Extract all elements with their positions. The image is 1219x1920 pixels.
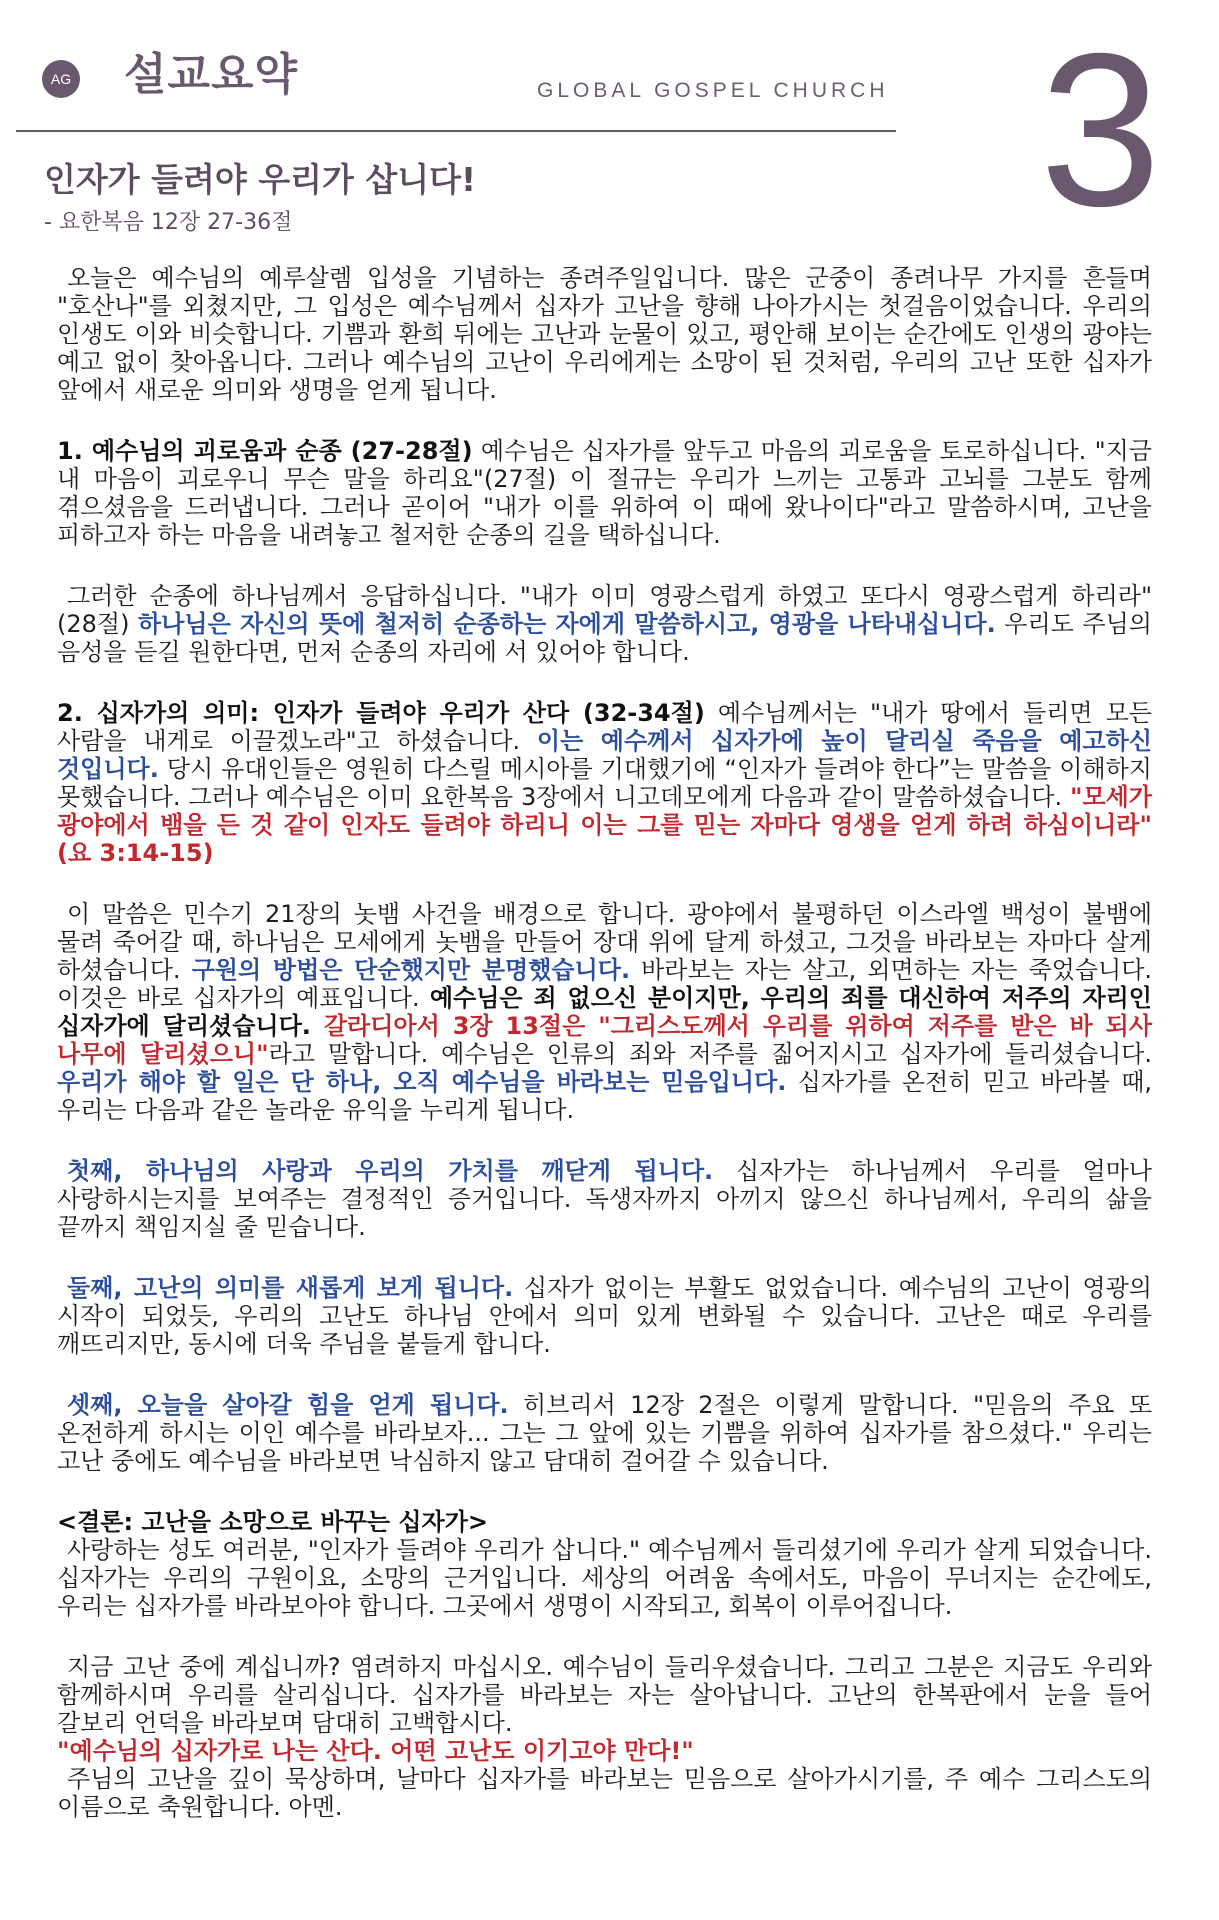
benefit-3-paragraph <box>57 1391 1152 1475</box>
logo-lettering: AG <box>50 71 72 87</box>
bronze-serpent-text-3: 라고 말합니다. 예수님은 인류의 죄와 저주를 짊어지시고 십자가에 들리셨습니다. <box>268 1040 1152 1068</box>
sermon-body <box>57 264 1152 1821</box>
benefit-3-text: 히브리서 12장 2절은 이렇게 말합니다. "믿음의 주요 또 온전하게 하시는 이인 예수를 바라보자... 그는 그 앞에 있는 기쁨을 위하여 십자가를 참으셨다." 우리는 고난 중에도 예수님을 바라보면 낙심하지 않고 담대히 걸어갈 수 있습니다. <box>57 1391 1153 1475</box>
point-2-paragraph <box>57 699 1152 867</box>
intro-text: 오늘은 예수님의 예루살렘 입성을 기념하는 종려주일입니다. 많은 군중이 종려나무 가지를 흔들며 "호산나"를 외쳤지만, 그 입성은 예수님께서 십자가 고난을 향해 나아가시는 첫걸음이었습니다. 우리의 인생도 이와 비슷합니다. 기쁨과 환희 뒤에는 고난과 눈물이 있고, 평안해 보이는 순간에도 인생의 광야는 예고 없이 찾아옵니다. 그러나 예수님의 고난이 우리에게는 소망이 된 것처럼, 우리의 고난 또한 십자가 앞에서 새로운 의미와 생명을 얻게 됩니다. <box>57 264 1152 404</box>
point-2-heading: 2. 십자가의 의미: 인자가 들려야 우리가 산다 (32-34절) <box>57 699 705 727</box>
benefit-1-paragraph <box>57 1157 1152 1241</box>
point-1-response-paragraph <box>57 582 1152 666</box>
point-1-text: 예수님은 십자가를 앞두고 마음의 괴로움을 토로하십니다. "지금 내 마음이 괴로우니 무슨 말을 하리요"(27절) 이 절규는 우리가 느끼는 고통과 고뇌를 그분도 함께 겪으셨음을 드러냅니다. 그러나 곧이어 "내가 이를 위하여 이 때에 왔나이다"라고 말씀하시며, 고난을 피하고자 하는 마음을 내려놓고 철저한 순종의 길을 택하십니다. <box>57 437 1152 549</box>
header-divider <box>16 130 896 132</box>
bronze-serpent-text-2: 바라보는 자는 살고, 외면하는 자는 죽었습니다. 이것은 바로 십자가의 예표입니다. <box>57 956 1153 1012</box>
bronze-serpent-emphasis-2: 우리가 해야 할 일은 단 하나, 오직 예수님을 바라보는 믿음입니다. <box>57 1068 787 1096</box>
closing-declaration: "예수님의 십자가로 나는 산다. 어떤 고난도 이기고야 만다!" <box>57 1737 694 1765</box>
conclusion-heading: <결론: 고난을 소망으로 바꾸는 십자가> <box>57 1508 488 1536</box>
bronze-serpent-emphasis: 구원의 방법은 단순했지만 분명했습니다. <box>191 956 631 984</box>
benefit-1-text: 십자가는 하나님께서 우리를 얼마나 사랑하시는지를 보여주는 결정적인 증거입니다. 독생자까지 아끼지 않으신 하나님께서, 우리의 삶을 끝까지 책임지실 줄 믿습니다. <box>57 1157 1152 1241</box>
galatians-quote: 갈라디아서 3장 13절은 "그리스도께서 우리를 위하여 저주를 받은 바 되사 나무에 달리셨으니" <box>57 1012 1153 1068</box>
church-name: GLOBAL GOSPEL CHURCH <box>537 79 889 102</box>
bronze-serpent-text-4: 십자가를 온전히 믿고 바라볼 때, 우리는 다음과 같은 놀라운 유익을 누리게 됩니다. <box>57 1068 1153 1124</box>
point-2-text-2: 당시 유대인들은 영원히 다스릴 메시아를 기대했기에 “인자가 들려야 한다”는 말씀을 이해하지 못했습니다. 그러나 예수님은 이미 요한복음 3장에서 니고데모에게 다음과 같이 말씀하셨습니다. <box>57 755 1152 811</box>
point-1-response-text-2: 우리도 주님의 음성을 듣길 원한다면, 먼저 순종의 자리에 서 있어야 합니다. <box>57 610 1152 666</box>
conclusion-text: 사랑하는 성도 여러분, "인자가 들려야 우리가 삽니다." 예수님께서 들리셨기에 우리가 살게 되었습니다. 십자가는 우리의 구원이요, 소망의 근거입니다. 세상의 어려움 속에서도, 마음이 무너지는 순간에도, 우리는 십자가를 바라보아야 합니다. 그곳에서 생명이 시작되고, 회복이 이루어집니다. <box>57 1536 1152 1620</box>
conclusion-section <box>57 1508 1152 1620</box>
closing-blessing: 주님의 고난을 깊이 묵상하며, 날마다 십자가를 바라보는 믿음으로 살아가시기를, 주 예수 그리스도의 이름으로 축원합니다. 아멘. <box>57 1765 1152 1821</box>
church-logo <box>42 60 80 98</box>
benefit-2-text: 십자가 없이는 부활도 없었습니다. 예수님의 고난이 영광의 시작이 되었듯, 우리의 고난도 하나님 안에서 의미 있게 변화될 수 있습니다. 고난은 때로 우리를 깨뜨리지만, 동시에 더욱 주님을 붙들게 합니다. <box>57 1274 1152 1358</box>
point-1-paragraph <box>57 437 1152 549</box>
sermon-title: 인자가 들려야 우리가 삽니다! <box>44 160 477 199</box>
bronze-serpent-text: 이 말씀은 민수기 21장의 놋뱀 사건을 배경으로 합니다. 광야에서 불평하던 이스라엘 백성이 불뱀에 물려 죽어갈 때, 하나님은 모세에게 놋뱀을 만들어 장대 위에 달게 하셨고, 그것을 바라보는 자마다 살게 하셨습니다. <box>57 900 1152 984</box>
benefit-1-heading: 첫째, 하나님의 사랑과 우리의 가치를 깨닫게 됩니다. <box>67 1157 714 1185</box>
closing-text: 지금 고난 중에 계십니까? 염려하지 마십시오. 예수님이 들리우셨습니다. 그리고 그분은 지금도 우리와 함께하시며 우리를 살리십니다. 십자가를 바라보는 자는 살아납니다. 고난의 한복판에서 눈을 들어 갈보리 언덕을 바라보며 담대히 고백합시다. <box>57 1653 1152 1737</box>
point-1-emphasis: 하나님은 자신의 뜻에 철저히 순종하는 자에게 말씀하시고, 영광을 나타내십니다. <box>138 610 996 638</box>
benefit-2-heading: 둘째, 고난의 의미를 새롭게 보게 됩니다. <box>67 1274 514 1302</box>
bronze-serpent-paragraph <box>57 900 1152 1124</box>
scripture-reference: - 요한복음 12장 27-36절 <box>44 210 293 235</box>
point-1-heading: 1. 예수님의 괴로움과 순종 (27-28절) <box>57 437 473 465</box>
point-2-emphasis: 이는 예수께서 십자가에 높이 달리실 죽음을 예고하신 것입니다. <box>57 727 1153 783</box>
point-1-response-text: 그러한 순종에 하나님께서 응답하십니다. "내가 이미 영광스럽게 하였고 또다시 영광스럽게 하리라"(28절) <box>57 582 1152 638</box>
page-number: 3 <box>1039 9 1161 252</box>
bronze-serpent-bold-statement: 예수님은 죄 없으신 분이지만, 우리의 죄를 대신하여 저주의 자리인 십자가에 달리셨습니다. <box>57 984 1152 1040</box>
point-2-text: 예수님께서는 "내가 땅에서 들리면 모든 사람을 내게로 이끌겠노라"고 하셨습니다. <box>57 699 1152 755</box>
bulletin-section-title: 설교요약 <box>124 49 299 100</box>
benefit-2-paragraph <box>57 1274 1152 1358</box>
point-2-scripture-quote: "모세가 광야에서 뱀을 든 것 같이 인자도 들려야 하리니 이는 그를 믿는 자마다 영생을 얻게 하려 하심이니라" (요 3:14-15) <box>57 783 1152 867</box>
closing-section <box>57 1653 1152 1821</box>
benefit-3-heading: 셋째, 오늘을 살아갈 힘을 얻게 됩니다. <box>67 1391 509 1419</box>
intro-paragraph <box>57 264 1152 404</box>
